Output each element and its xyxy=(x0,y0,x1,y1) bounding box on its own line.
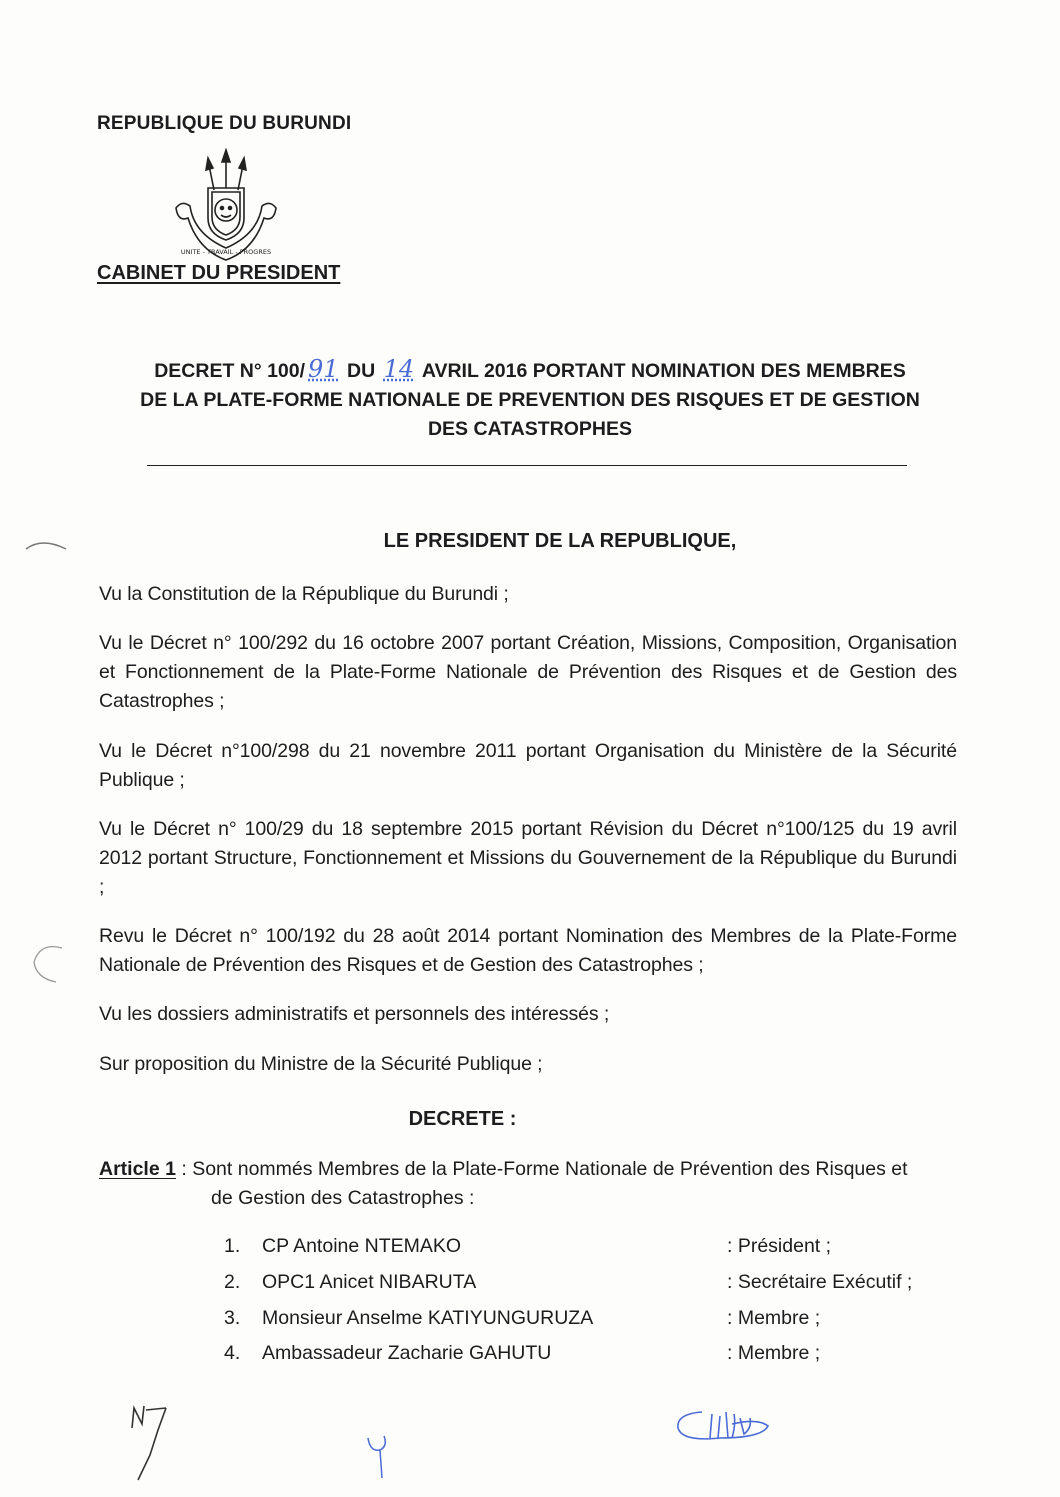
decree-du: DU xyxy=(341,360,381,382)
handwritten-initials-icon xyxy=(120,1400,180,1485)
article-1-label: Article 1 xyxy=(99,1158,176,1180)
consideration-paragraph: Vu le Décret n° 100/292 du 16 octobre 2007 portant Création, Missions, Composition, Organisation et Fonctionnement de la Plate-Forme Nationale de Prévention des Risques et de Gestion des Catastrophes ; xyxy=(99,632,957,712)
motto-ribbon-text: UNITE - TRAVAIL - PROGRES xyxy=(180,248,272,256)
member-name: CP Antoine NTEMAKO xyxy=(262,1235,462,1257)
member-role: : Président ; xyxy=(727,1235,832,1257)
handwritten-decree-number: 91 xyxy=(308,355,339,383)
punch-hole-mark-icon xyxy=(22,535,72,559)
handwritten-initials-icon xyxy=(360,1430,400,1485)
member-list-item xyxy=(224,1338,944,1368)
decree-title-line-1 xyxy=(100,355,960,386)
consideration-paragraph: Vu les dossiers administratifs et personnels des intéressés ; xyxy=(99,1003,610,1025)
handwritten-day: 14 xyxy=(383,355,415,383)
decree-title-rest: AVRIL 2016 PORTANT NOMINATION DES MEMBRES xyxy=(417,360,906,382)
member-number: 1. xyxy=(224,1235,241,1257)
member-role: : Secrétaire Exécutif ; xyxy=(727,1271,913,1293)
article-1-line-2: de Gestion des Catastrophes : xyxy=(211,1187,475,1209)
title-divider xyxy=(147,465,907,466)
member-list-item xyxy=(224,1231,944,1261)
consideration-paragraph: Vu le Décret n°100/298 du 21 novembre 2011 portant Organisation du Ministère de la Sécurité Publique ; xyxy=(99,740,957,791)
president-heading: LE PRESIDENT DE LA REPUBLIQUE, xyxy=(383,530,737,552)
member-role: : Membre ; xyxy=(727,1307,821,1329)
decrete-heading: DECRETE : xyxy=(408,1108,517,1130)
member-number: 2. xyxy=(224,1271,241,1293)
decree-title xyxy=(100,355,960,444)
consideration-paragraph: Vu la Constitution de la République du Burundi ; xyxy=(99,583,509,605)
decree-title-line-3: DES CATASTROPHES xyxy=(427,418,633,440)
member-list-item xyxy=(224,1303,944,1333)
decree-prefix: DECRET N° 100/ xyxy=(154,360,306,382)
member-name: Ambassadeur Zacharie GAHUTU xyxy=(262,1342,552,1364)
punch-hole-mark-icon xyxy=(22,938,72,988)
consideration-paragraph: Vu le Décret n° 100/29 du 18 septembre 2015 portant Révision du Décret n°100/125 du 19 avril 2012 portant Structure, Fonctionnement et Missions du Gouvernement de la République du Burundi ; xyxy=(99,818,957,898)
member-role: : Membre ; xyxy=(727,1342,821,1364)
member-number: 4. xyxy=(224,1342,241,1364)
article-1 xyxy=(99,1155,957,1213)
coat-of-arms-emblem xyxy=(168,148,284,266)
handwritten-signature-icon xyxy=(672,1404,782,1448)
member-list-item xyxy=(224,1267,944,1297)
consideration-paragraph: Revu le Décret n° 100/192 du 28 août 2014 portant Nomination des Membres de la Plate-Forme Nationale de Prévention des Risques et de Gestion des Catastrophes ; xyxy=(99,925,957,976)
cabinet-heading: CABINET DU PRESIDENT xyxy=(97,262,341,284)
member-name: Monsieur Anselme KATIYUNGURUZA xyxy=(262,1307,594,1329)
consideration-paragraph: Sur proposition du Ministre de la Sécurité Publique ; xyxy=(99,1053,543,1075)
member-name: OPC1 Anicet NIBARUTA xyxy=(262,1271,477,1293)
decree-title-line-2: DE LA PLATE-FORME NATIONALE DE PREVENTION DES RISQUES ET DE GESTION xyxy=(140,389,920,411)
article-1-line-1: : Sont nommés Membres de la Plate-Forme Nationale de Prévention des Risques et xyxy=(175,1158,908,1180)
republic-heading: REPUBLIQUE DU BURUNDI xyxy=(97,113,352,134)
member-number: 3. xyxy=(224,1307,241,1329)
